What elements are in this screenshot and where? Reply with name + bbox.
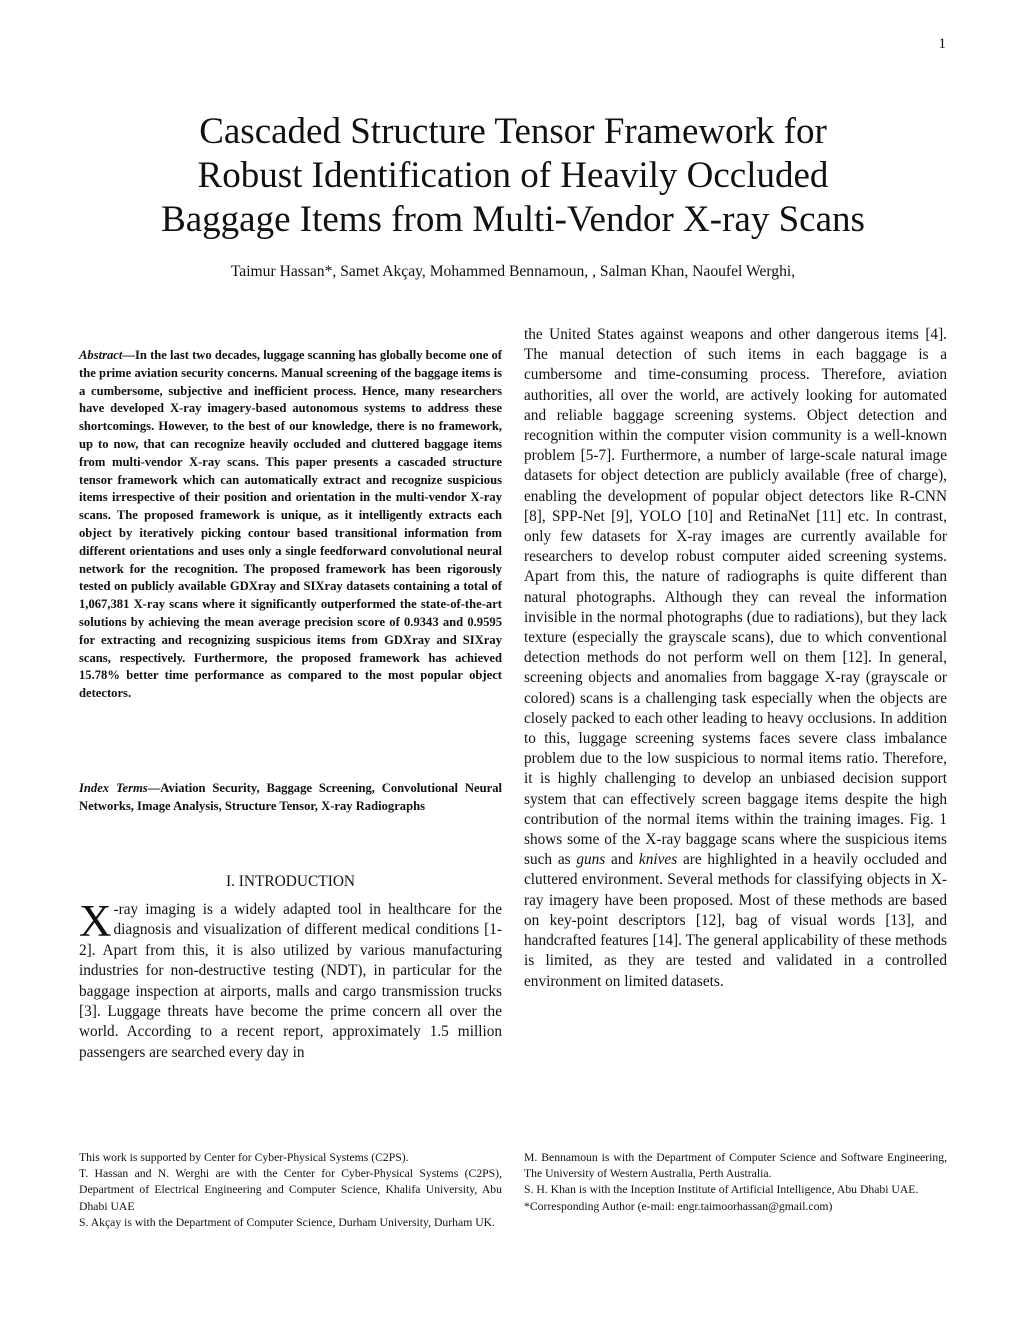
title-line: Cascaded Structure Tensor Framework for — [199, 111, 827, 152]
footnote: *Corresponding Author (e-mail: engr.taimoorhassan@gmail.com) — [524, 1199, 833, 1213]
section-heading: I. INTRODUCTION — [225, 873, 356, 890]
body-text: are highlighted in a heavily occluded and cluttered environment. Several methods for classifying objects in X-ray imagery have been proposed. Most of these methods are based on key-point descriptors [12], bag of visual words [13], and handcrafted features [14]. The general applicability of these methods is limited, as they are tested and validated in a controlled environment on limited datasets. — [524, 851, 947, 990]
drop-cap: X — [79, 896, 112, 946]
title-line: Baggage Items from Multi-Vendor X-ray Scans — [161, 199, 865, 240]
footnote: S. Akçay is with the Department of Computer Science, Durham University, Durham UK. — [79, 1215, 496, 1229]
index-terms-text: Aviation Security, Baggage Screening, Convolutional Neural Networks, Image Analysis, Structure Tensor, X-ray Radiographs — [79, 781, 502, 813]
footnote: S. H. Khan is with the Inception Institute of Artificial Intelligence, Abu Dhabi UAE. — [524, 1183, 919, 1197]
index-terms-dash: — — [147, 781, 161, 795]
index-terms — [79, 780, 502, 816]
footnote: M. Bennamoun is with the Department of Computer Science and Software Engineering, The University of Western Australia, Perth Australia. — [524, 1151, 947, 1181]
footnote: T. Hassan and N. Werghi are with the Center for Cyber-Physical Systems (C2PS), Department of Electrical Engineering and Computer Science, Khalifa University, Abu Dhabi UAE — [79, 1167, 502, 1213]
introduction-paragraph — [79, 896, 502, 1063]
introduction-text: -ray imaging is a widely adapted tool in healthcare for the diagnosis and visualization of different medical conditions [1-2]. Apart from this, it is also utilized by various manufacturing industries for non-destructive testing (NDT), in particular for the baggage inspection at airports, malls and cargo transmission trucks [3]. Luggage threats have become the prime concern all over the world. According to a recent report, approximately 1.5 million passengers are searched every day in — [79, 901, 502, 1061]
index-terms-label: Index Terms — [79, 781, 148, 795]
title-line: Robust Identification of Heavily Occluded — [197, 155, 829, 196]
body-text: the United States against weapons and other dangerous items [4]. The manual detection of such items in each baggage is a cumbersome and time-consuming process. Therefore, aviation authorities, all over the world, are actively looking for automated and reliable baggage screening systems. Object detection and recognition within the computer vision community is a well-known problem [5-7]. Furthermore, a number of large-scale natural image datasets for object detection are publicly available (free of charge), enabling the development of popular object detectors like R-CNN [8], SPP-Net [9], YOLO [10] and RetinaNet [11] etc. In contrast, only few datasets for X-ray images are currently available for researchers to develop robust computer aided screening systems. Apart from this, the nature of radiographs is quite different than natural photographs. Although they can reveal the information invisible in the normal photographs (due to radiations), but they lack texture (especially the grayscale scans), due to which conventional detection methods do not perform well on them [12]. In general, screening objects and anomalies from baggage X-ray (grayscale or colored) scans is a challenging task especially when the objects are closely packed to each other leading to heavy occlusions. In addition to this, luggage screening systems faces severe class imbalance problem due to the low suspicious to normal items ratio. Therefore, it is highly challenging to develop an unbiased decision support system that can effectively screen baggage items despite the high contribution of the normal items within the training images. Fig. 1 shows some of the X-ray baggage scans where the suspicious items such as — [524, 326, 947, 869]
footnotes-left — [79, 1150, 502, 1231]
footnote: This work is supported by Center for Cyber-Physical Systems (C2PS). — [79, 1151, 409, 1164]
footnotes-right — [524, 1150, 947, 1215]
abstract-label: Abstract — [79, 348, 123, 362]
emphasis-knives: knives — [638, 851, 678, 869]
paper-title — [80, 110, 946, 242]
abstract-dash: — — [122, 348, 135, 362]
author-list: Taimur Hassan*, Samet Akçay, Mohammed Bennamoun, , Salman Khan, Naoufel Werghi, — [230, 263, 796, 280]
emphasis-guns: guns — [576, 851, 606, 869]
abstract-text: In the last two decades, luggage scanning has globally become one of the prime aviation security concerns. Manual screening of the baggage items is a cumbersome, subjective and inefficient process. Hence, many researchers have developed X-ray imagery-based autonomous systems to address these shortcomings. However, to the best of our knowledge, there is no framework, up to now, that can recognize heavily occluded and cluttered baggage items from multi-vendor X-ray scans. This paper presents a cascaded structure tensor framework which can automatically extract and recognize suspicious items irrespective of their position and orientation in the multi-vendor X-ray scans. The proposed framework is unique, as it intelligently extracts each object by iteratively picking contour based transitional information from different orientations and uses only a single feedforward convolutional neural network for the recognition. The proposed framework has been rigorously tested on publicly available GDXray and SIXray datasets containing a total of 1,067,381 X-ray scans where it significantly outperformed the state-of-the-art solutions by achieving the mean average precision score of 0.9343 and 0.9595 for extracting and recognizing suspicious items from GDXray and SIXray scans, respectively. Furthermore, the proposed framework has achieved 15.78% better time performance as compared to the most popular object detectors. — [79, 348, 502, 701]
abstract — [79, 347, 502, 703]
right-column-paragraph — [524, 325, 947, 992]
page-number: 1 — [938, 36, 946, 52]
body-text: and — [605, 851, 639, 869]
